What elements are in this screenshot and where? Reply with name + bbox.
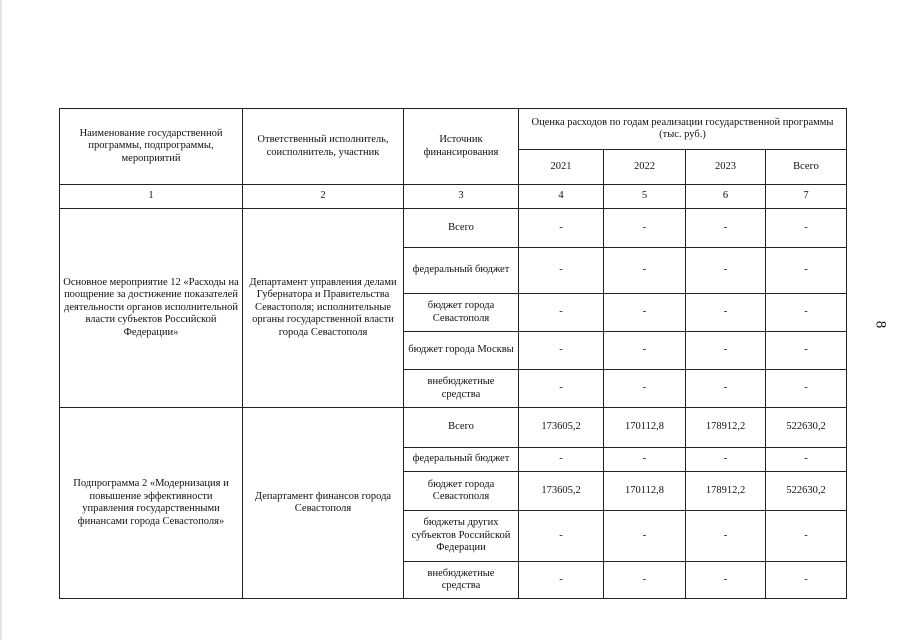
- value-2023: -: [686, 248, 766, 294]
- column-number: 1: [60, 185, 243, 209]
- budget-table: [59, 108, 847, 599]
- scan-edge-shadow: [0, 0, 3, 640]
- value-2021: -: [519, 294, 604, 332]
- program-name: Подпрограмма 2 «Модернизация и повышение эффективности управления государственными финансами города Севастополя»: [60, 408, 243, 599]
- value-2021: -: [519, 511, 604, 562]
- header-year: 2023: [686, 150, 766, 185]
- column-number-row: [60, 185, 847, 209]
- value-total: -: [766, 370, 847, 408]
- value-2021: -: [519, 209, 604, 248]
- header-col-executor: Ответственный исполнитель, соисполнитель, участник: [243, 109, 404, 185]
- column-number: 5: [604, 185, 686, 209]
- table-row: [60, 408, 847, 448]
- value-2021: -: [519, 370, 604, 408]
- column-number: 7: [766, 185, 847, 209]
- value-2022: 170112,8: [604, 472, 686, 511]
- program-executor: Департамент управления делами Губернатора и Правительства Севастополя; исполнительные органы государственной власти города Севастополя: [243, 209, 404, 408]
- value-2023: -: [686, 209, 766, 248]
- value-2022: -: [604, 332, 686, 370]
- value-2021: -: [519, 448, 604, 472]
- value-2022: -: [604, 511, 686, 562]
- value-total: -: [766, 294, 847, 332]
- value-2023: -: [686, 511, 766, 562]
- value-2023: -: [686, 562, 766, 599]
- header-year: 2021: [519, 150, 604, 185]
- value-2022: -: [604, 294, 686, 332]
- value-2021: -: [519, 332, 604, 370]
- value-total: -: [766, 448, 847, 472]
- value-total: -: [766, 332, 847, 370]
- value-total: -: [766, 511, 847, 562]
- header-year: 2022: [604, 150, 686, 185]
- value-2021: -: [519, 248, 604, 294]
- value-total: 522630,2: [766, 408, 847, 448]
- column-number: 3: [404, 185, 519, 209]
- value-total: -: [766, 562, 847, 599]
- value-2023: 178912,2: [686, 472, 766, 511]
- funding-source: внебюджетные средства: [404, 370, 519, 408]
- funding-source: бюджеты других субъектов Российской Федерации: [404, 511, 519, 562]
- value-2021: 173605,2: [519, 472, 604, 511]
- funding-source: бюджет города Москвы: [404, 332, 519, 370]
- funding-source: Всего: [404, 209, 519, 248]
- value-total: 522630,2: [766, 472, 847, 511]
- value-2022: -: [604, 209, 686, 248]
- value-2022: -: [604, 248, 686, 294]
- value-2021: -: [519, 562, 604, 599]
- page-number: 8: [872, 320, 889, 329]
- value-total: -: [766, 248, 847, 294]
- column-number: 6: [686, 185, 766, 209]
- funding-source: федеральный бюджет: [404, 448, 519, 472]
- value-2023: 178912,2: [686, 408, 766, 448]
- value-2022: -: [604, 370, 686, 408]
- header-col-estimate: Оценка расходов по годам реализации государственной программы (тыс. руб.): [519, 109, 847, 150]
- column-number: 4: [519, 185, 604, 209]
- program-name: Основное мероприятие 12 «Расходы на поощрение за достижение показателей деятельности органов исполнительной власти субъектов Российской Федерации»: [60, 209, 243, 408]
- value-2023: -: [686, 332, 766, 370]
- funding-source: бюджет города Севастополя: [404, 294, 519, 332]
- value-2023: -: [686, 370, 766, 408]
- header-row-top: [60, 109, 847, 150]
- header-col-source: Источник финансирования: [404, 109, 519, 185]
- header-col-name: Наименование государственной программы, подпрограммы, мероприятий: [60, 109, 243, 185]
- funding-source: Всего: [404, 408, 519, 448]
- value-total: -: [766, 209, 847, 248]
- table-row: [60, 209, 847, 248]
- value-2022: 170112,8: [604, 408, 686, 448]
- funding-source: внебюджетные средства: [404, 562, 519, 599]
- funding-source: федеральный бюджет: [404, 248, 519, 294]
- program-executor: Департамент финансов города Севастополя: [243, 408, 404, 599]
- header-year-total: Всего: [766, 150, 847, 185]
- value-2022: -: [604, 562, 686, 599]
- value-2022: -: [604, 448, 686, 472]
- value-2023: -: [686, 294, 766, 332]
- funding-source: бюджет города Севастополя: [404, 472, 519, 511]
- value-2023: -: [686, 448, 766, 472]
- column-number: 2: [243, 185, 404, 209]
- value-2021: 173605,2: [519, 408, 604, 448]
